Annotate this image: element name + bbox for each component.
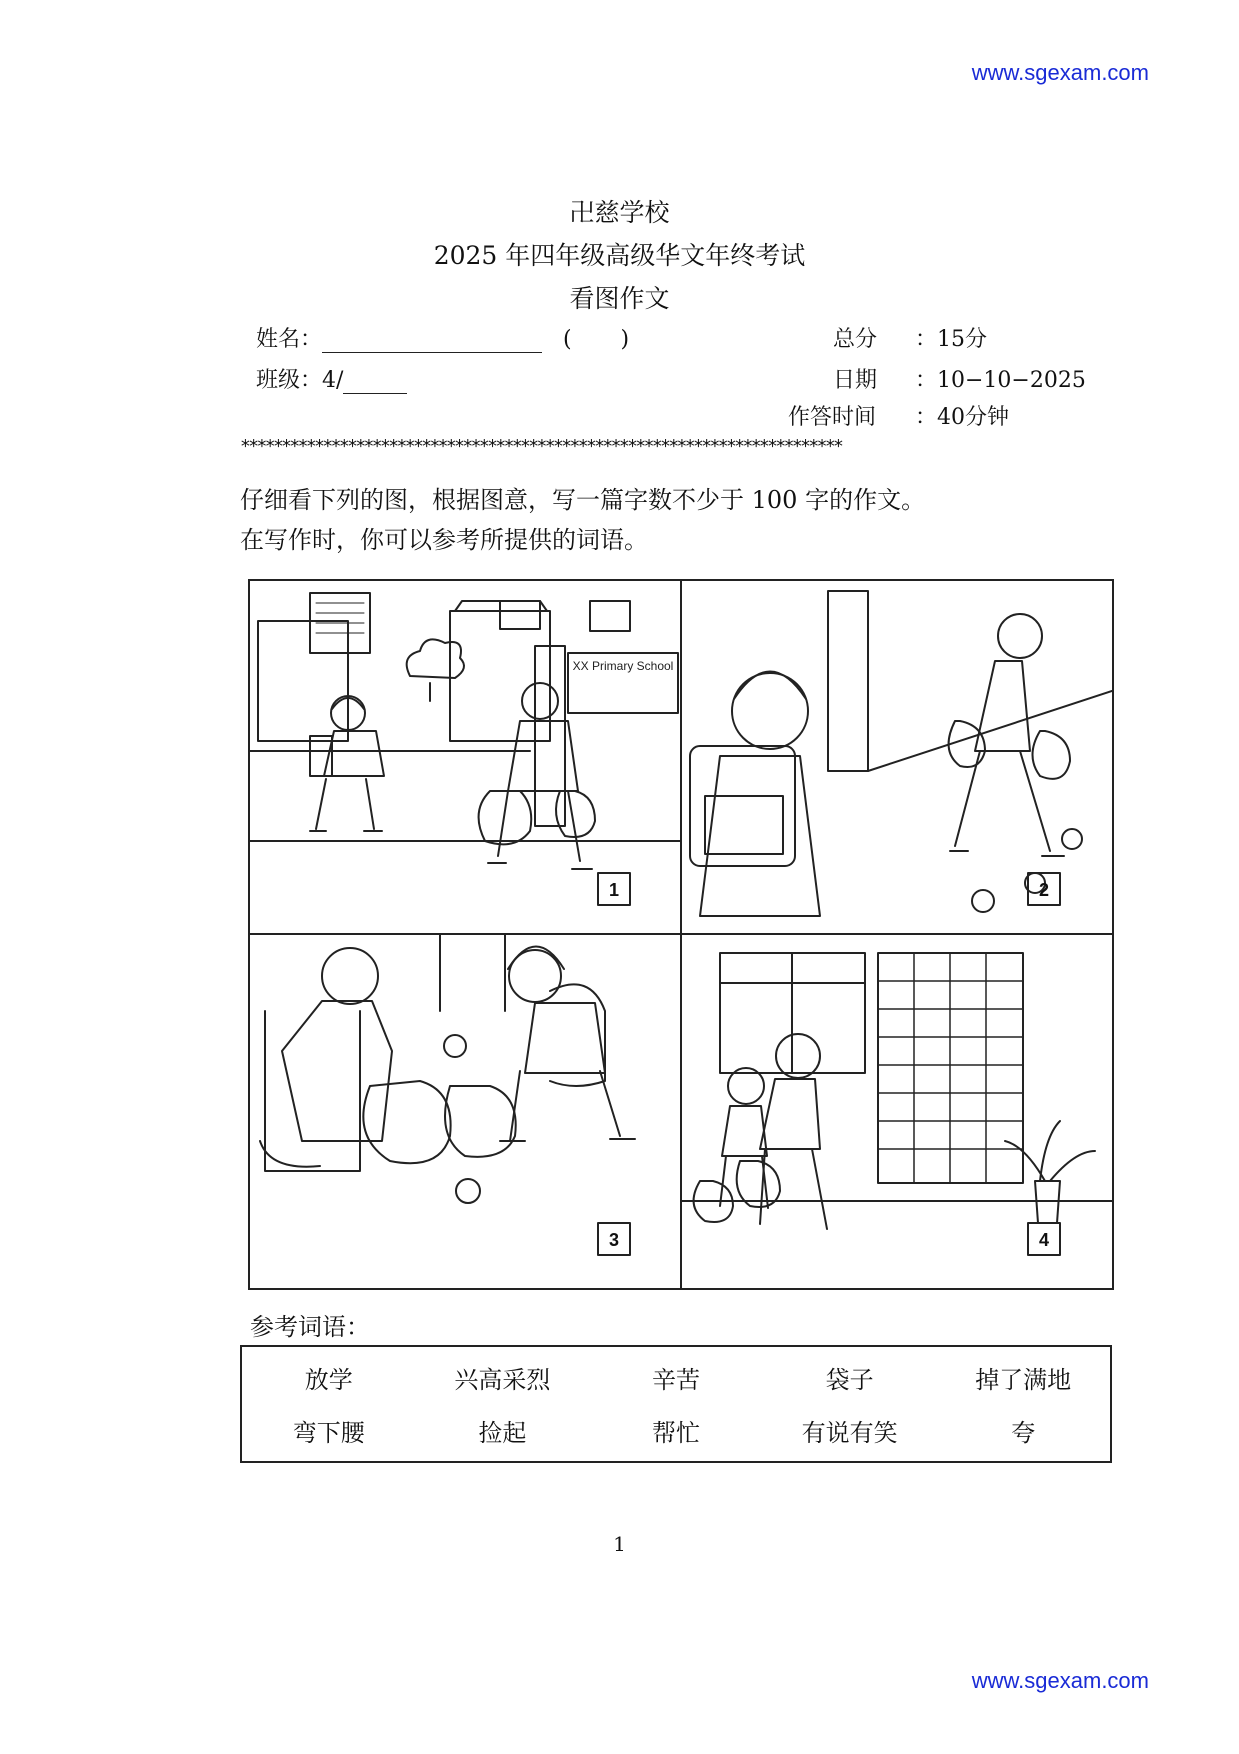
vocab-word: 掉了满地 [975,1366,1072,1394]
vocab-word: 帮忙 [651,1419,700,1447]
vocab-word: 夸 [1011,1419,1036,1447]
vocabulary-title: 参考词语： [250,1313,370,1341]
time-value: ：40分钟 [915,405,1009,430]
panel-1 [250,593,680,869]
watermark-top: www.sgexam.com [971,60,1149,85]
vocab-word: 放学 [304,1366,353,1394]
picture-panels [248,579,1114,1290]
star-divider: ************************************************************************* [240,436,842,457]
panel-number-4: 4 [1038,1230,1050,1250]
instruction-line-1: 仔细看下列的图，根据图意，写一篇字数不少于 100 字的作文。 [240,486,926,514]
panel-number-1: 1 [608,880,620,900]
vocab-word: 辛苦 [651,1366,700,1394]
watermark-bottom: www.sgexam.com [971,1668,1149,1693]
date-value: ：10−10−2025 [915,368,1086,393]
panel-4 [681,953,1112,1229]
vocab-word: 弯下腰 [292,1419,365,1447]
panel-number-3: 3 [608,1230,620,1250]
panel-3 [260,934,635,1203]
name-field [256,322,629,353]
comic-illustration [250,581,1112,1288]
school-sign: XX Primary School [572,659,674,673]
school-name: 卍慈学校 [569,198,670,227]
score-label: 总分 [833,327,878,352]
index-bracket[interactable]: ( ) [563,327,630,352]
name-blank[interactable] [322,330,542,353]
date-label: 日期 [833,368,878,393]
page-number: 1 [613,1532,626,1556]
class-label: 班级：4/ [256,368,344,393]
time-label: 作答时间 [788,405,877,430]
instruction-line-2: 在写作时，你可以参考所提供的词语。 [240,526,648,554]
panel-2 [690,591,1112,916]
name-label: 姓名： [256,327,323,352]
vocab-word: 袋子 [825,1366,874,1394]
vocabulary-box [240,1345,1112,1463]
vocab-word: 兴高采烈 [454,1366,551,1394]
class-field [256,363,407,394]
vocab-word: 有说有笑 [801,1419,898,1447]
vocab-word: 捡起 [478,1419,527,1447]
panel-number-2: 2 [1038,880,1050,900]
class-blank[interactable] [343,371,407,394]
score-value: ：15分 [915,327,987,352]
exam-title: 2025 年四年级高级华文年终考试 [433,241,806,270]
paper-title: 看图作文 [569,284,670,313]
